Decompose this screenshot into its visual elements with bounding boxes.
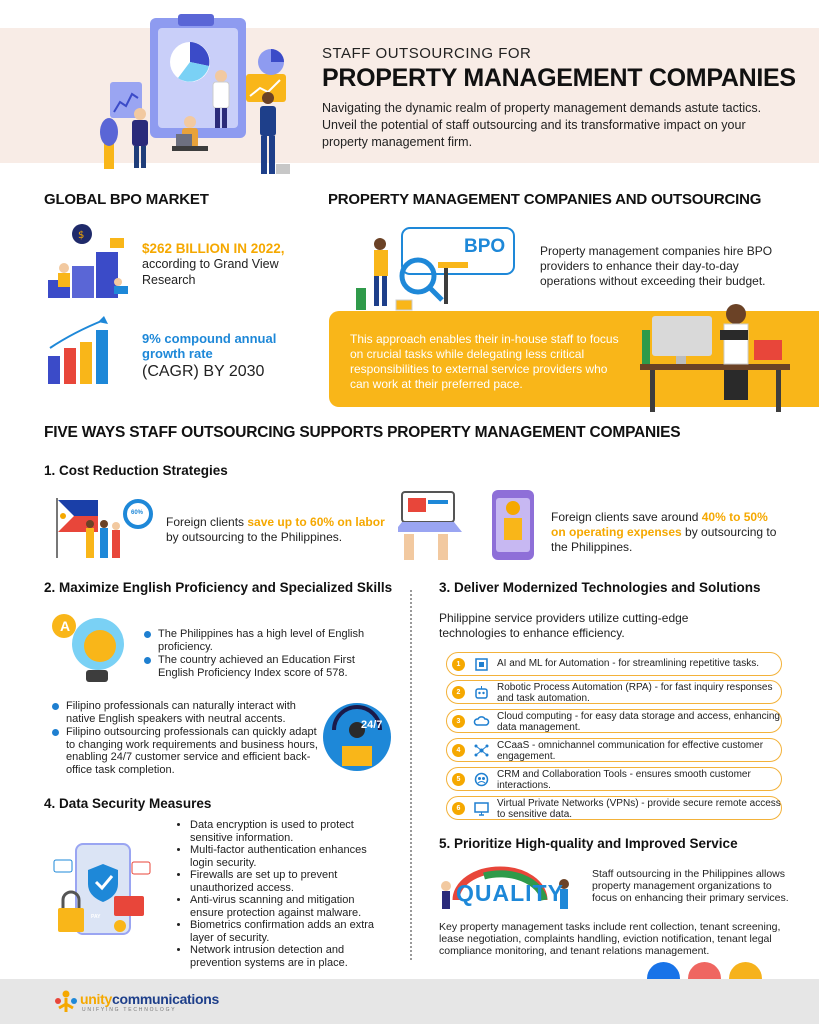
cost-text-labor: Foreign clients save up to 60% on labor by outsourcing to the Philippines. [166, 515, 385, 544]
tech-heading: 3. Deliver Modernized Technologies and Solutions [439, 580, 761, 595]
philippines-flag-illustration [52, 494, 156, 562]
security-bullets: • Data encryption is used to protect sensitive information. • Multi-factor authentication enhances login security. • Firewalls are set up to prevent unauthorized access. • Anti-virus scanning and mitigation ensure protection against malware. • Biometrics confirmation adds an extra layer of security. • Network intrusion detection and prevention systems are in place. [176, 819, 386, 969]
header-illustration [98, 14, 308, 174]
header-intro: Navigating the dynamic realm of property management demands astute tactics. Unveil the potential of staff outsourcing and its transformative impact on your property management firm. [322, 101, 762, 149]
footer-tagline: UNIFYING TECHNOLOGY [82, 1007, 177, 1013]
callout-text: This approach enables their in-house staff to focus on crucial tasks while delegating less critical responsibilities to external service providers who can work at their preferred pace. [350, 332, 619, 391]
english-bullets-bottom: Filipino professionals can naturally interact with native English speakers with neutral accents. Filipino outsourcing professionals can quickly adapt to changing work requirements and business hours, enabling 24/7 customer service and efficient back-office task completion. [50, 700, 318, 777]
quality-text-2: Key property management tasks include rent collection, tenant screening, lease negotiation, complaints handling, eviction notification, tenant legal compliance monitoring, and tenant relations management. [439, 921, 781, 957]
security-heading: 4. Data Security Measures [44, 796, 212, 811]
money-stack-illustration [44, 222, 136, 302]
cagr-value: 9% compound annual growth rate [142, 331, 277, 361]
crm-icon [473, 771, 490, 788]
tech-item-rpa: 2 Robotic Process Automation (RPA) - for fast inquiry responses and task automation. [446, 680, 782, 704]
pay-label: PAY [91, 914, 101, 920]
cost-text-operating: Foreign clients save around 40% to 50% on operating expenses by outsourcing to the Philippines. [551, 510, 777, 554]
bpo-market-heading: GLOBAL BPO MARKET [44, 191, 209, 208]
bpo-stat-value: $262 BILLION IN 2022, [142, 241, 285, 256]
unity-logo-icon [54, 988, 78, 1014]
tech-intro: Philippine service providers utilize cutting-edge technologies to enhance efficiency. [439, 611, 689, 640]
pm-outsourcing-text: Property management companies hire BPO providers to enhance their day-to-day operations without exceeding their budget. [540, 244, 773, 288]
english-bullets-top: The Philippines has a high level of English proficiency. The country achieved an Education First English Proficiency Index score of 578. [142, 628, 382, 680]
cost-heading: 1. Cost Reduction Strategies [44, 463, 228, 478]
footer-logo-text: unitycommunications [80, 991, 219, 1007]
network-icon [473, 742, 490, 759]
english-heading: 2. Maximize English Proficiency and Specialized Skills [44, 580, 393, 595]
bpo-stat-source: according to Grand View Research [142, 257, 279, 287]
quality-word: QUALITY [456, 880, 564, 906]
bpo-label: BPO [464, 236, 506, 257]
quality-text-1: Staff outsourcing in the Philippines allows property management organizations to focus on enhancing their primary services. [592, 868, 789, 904]
header-subtitle: STAFF OUTSOURCING FOR [322, 45, 532, 62]
cagr-label: (CAGR) BY 2030 [142, 363, 265, 380]
tech-item-cloud: 3 Cloud computing - for easy data storage and access, enhancing data management. [446, 709, 782, 733]
office-worker-illustration [636, 296, 796, 414]
tech-item-vpn: 6 Virtual Private Networks (VPNs) - provide secure remote access to sensitive data. [446, 796, 782, 820]
page-title: PROPERTY MANAGEMENT COMPANIES [322, 64, 796, 92]
five-ways-heading: FIVE WAYS STAFF OUTSOURCING SUPPORTS PROPERTY MANAGEMENT COMPANIES [44, 424, 681, 441]
pm-outsourcing-heading: PROPERTY MANAGEMENT COMPANIES AND OUTSOURCING [328, 191, 762, 208]
security-phone-illustration [50, 840, 160, 940]
robot-icon [473, 684, 490, 701]
growth-chart-icon [44, 316, 116, 386]
savings-badge: 60% [131, 510, 144, 516]
support-247-label: 24/7 [361, 719, 383, 731]
vpn-icon [473, 800, 490, 817]
cloud-icon [473, 713, 490, 730]
svg-text:$: $ [78, 230, 85, 241]
quality-heading: 5. Prioritize High-quality and Improved Service [439, 836, 738, 851]
tech-item-crm: 5 CRM and Collaboration Tools - ensures smooth customer interactions. [446, 767, 782, 791]
ai-chip-icon [473, 656, 490, 673]
tech-item-ccaas: 4 CCaaS - omnichannel communication for effective customer engagement. [446, 738, 782, 762]
tech-item-ai: 1 AI and ML for Automation - for streamlining repetitive tasks. [446, 652, 782, 676]
column-divider [410, 590, 412, 960]
letter-a-icon: A [60, 618, 71, 634]
support-247-icon [320, 700, 394, 774]
laptop-savings-illustration [398, 488, 538, 562]
